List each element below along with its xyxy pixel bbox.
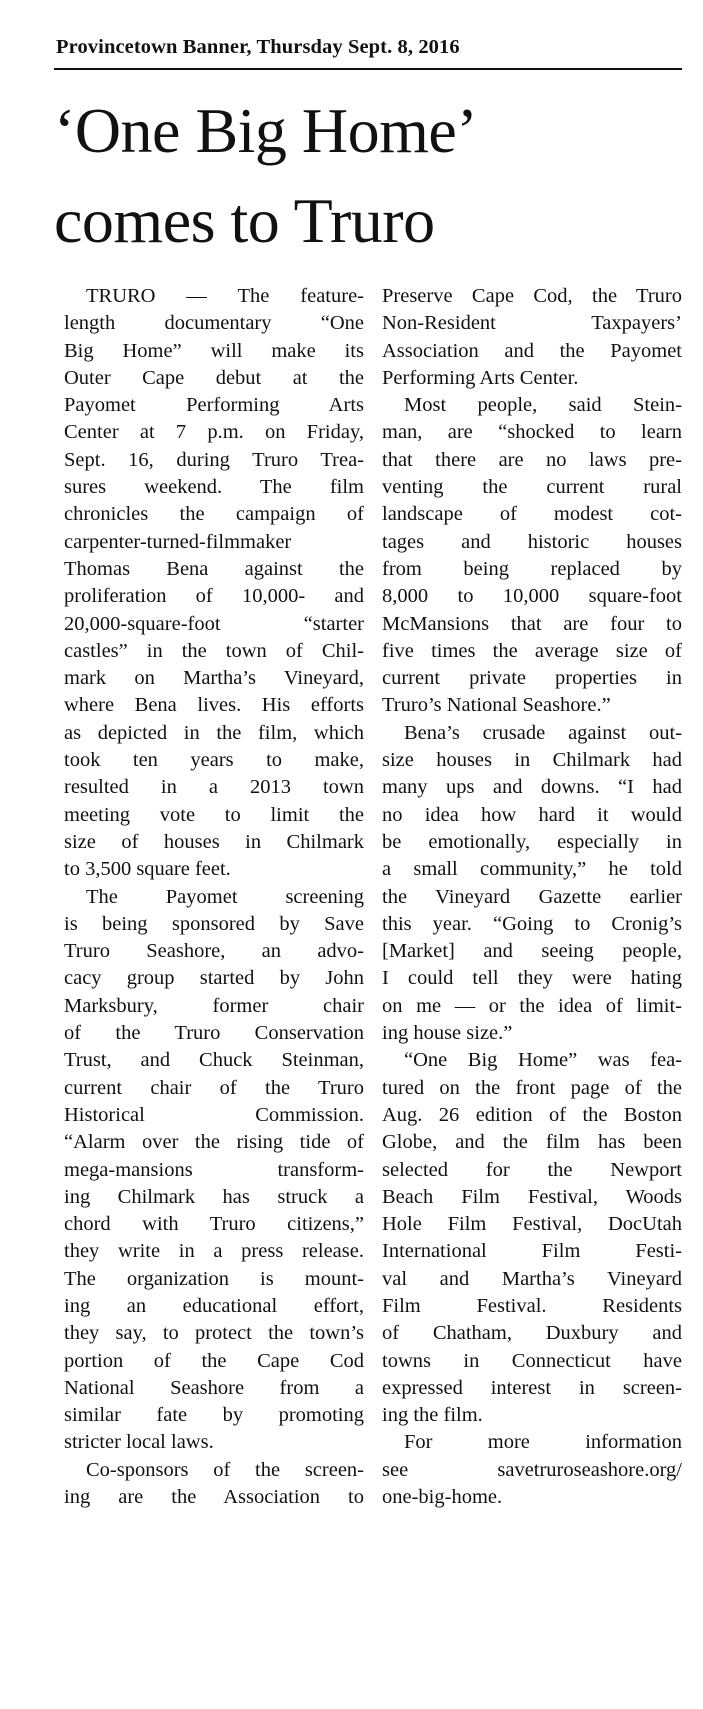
text-line: McMansions that are four to (382, 612, 682, 635)
text-line: see savetruroseashore.org/ (382, 1458, 682, 1481)
text-line: ing Chilmark has struck a (64, 1185, 364, 1208)
text-line: five times the average size of (382, 639, 682, 662)
text-line: Truro’s National Seashore.” (382, 694, 611, 717)
text-line: Beach Film Festival, Woods (382, 1185, 682, 1208)
header-rule (54, 68, 682, 70)
article-column-left (64, 283, 364, 1511)
text-line: similar fate by promoting (64, 1404, 364, 1427)
text-line: size houses in Chilmark had (382, 749, 682, 772)
text-line: Historical Commission. (64, 1103, 364, 1126)
text-line: Big Home” will make its (64, 339, 364, 362)
text-line: of the Truro Conservation (64, 1022, 364, 1045)
text-line: Non-Resident Taxpayers’ (382, 312, 682, 335)
text-line: proliferation of 10,000- and (64, 585, 364, 608)
text-line: on me — or the idea of limit- (382, 994, 682, 1017)
text-line: castles” in the town of Chil- (64, 639, 364, 662)
text-line: mark on Martha’s Vineyard, (64, 667, 364, 690)
text-line: [Market] and seeing people, (382, 940, 682, 963)
headline (54, 86, 694, 266)
text-line: this year. “Going to Cronig’s (382, 912, 682, 935)
text-line: ing house size.” (382, 1022, 513, 1045)
text-line: tages and historic houses (382, 530, 682, 553)
text-line: chord with Truro citizens,” (64, 1213, 364, 1236)
paragraph-start-line: The Payomet screening (86, 885, 364, 908)
paragraph-start-line: TRURO — The feature- (86, 285, 364, 307)
text-line: meeting vote to limit the (64, 803, 364, 826)
text-line: one-big-home. (382, 1486, 503, 1509)
headline-line: comes to Truro (54, 185, 435, 256)
text-line: ing the film. (382, 1404, 483, 1427)
text-line: Truro Seashore, an advo- (64, 940, 364, 963)
text-line: they say, to protect the town’s (64, 1322, 364, 1345)
text-line: Aug. 26 edition of the Boston (382, 1103, 682, 1126)
text-line: National Seashore from a (64, 1376, 364, 1399)
text-line: of Chatham, Duxbury and (382, 1322, 682, 1345)
text-line: a small community,” he told (382, 858, 682, 881)
headline-line: ‘One Big Home’ (54, 95, 478, 166)
text-line: where Bena lives. His efforts (64, 694, 364, 717)
text-line: carpenter-turned-filmmaker (64, 530, 292, 553)
text-line: man, are “shocked to learn (382, 421, 682, 444)
text-line: is being sponsored by Save (64, 912, 364, 935)
text-line: as depicted in the film, which (64, 721, 364, 744)
text-line: many ups and downs. “I had (382, 776, 682, 799)
text-line: size of houses in Chilmark (64, 830, 364, 853)
text-line: landscape of modest cot- (382, 503, 682, 526)
dateline: Provincetown Banner, Thursday Sept. 8, 2016 (56, 36, 460, 58)
text-line: they write in a press release. (64, 1240, 364, 1263)
paragraph-start-line: For more information (404, 1431, 682, 1454)
text-line: length documentary “One (64, 312, 364, 335)
text-line: Association and the Payomet (382, 339, 682, 362)
text-line: chronicles the campaign of (64, 503, 364, 526)
text-line: Sept. 16, during Truro Trea- (64, 448, 364, 471)
text-line: Film Festival. Residents (382, 1294, 682, 1317)
text-line: Performing Arts Center. (382, 366, 579, 389)
text-line: stricter local laws. (64, 1431, 214, 1454)
text-line: Payomet Performing Arts (64, 394, 364, 417)
text-line: ing are the Association to (64, 1486, 364, 1509)
text-line: Thomas Bena against the (64, 557, 364, 580)
text-line: Outer Cape debut at the (64, 366, 364, 389)
paragraph-start-line: “One Big Home” was fea- (404, 1049, 682, 1072)
article-column-right (382, 283, 682, 1511)
text-line: portion of the Cape Cod (64, 1349, 364, 1372)
text-line: sures weekend. The film (64, 476, 364, 499)
text-line: mega-mansions transform- (64, 1158, 364, 1181)
text-line: Center at 7 p.m. on Friday, (64, 421, 364, 444)
text-line: Preserve Cape Cod, the Truro (382, 285, 682, 307)
text-line: Trust, and Chuck Steinman, (64, 1049, 364, 1072)
paragraph-start-line: Bena’s crusade against out- (404, 721, 682, 744)
text-line: resulted in a 2013 town (64, 776, 364, 799)
text-line: val and Martha’s Vineyard (382, 1267, 682, 1290)
text-line: current private properties in (382, 667, 682, 690)
text-line: be emotionally, especially in (382, 830, 682, 853)
text-line: Marksbury, former chair (64, 994, 364, 1017)
text-line: selected for the Newport (382, 1158, 682, 1181)
text-line: International Film Festi- (382, 1240, 682, 1263)
text-line: Globe, and the film has been (382, 1131, 682, 1154)
text-line: from being replaced by (382, 557, 682, 580)
text-line: to 3,500 square feet. (64, 858, 231, 881)
text-line: current chair of the Truro (64, 1076, 364, 1099)
text-line: no idea how hard it would (382, 803, 682, 826)
text-line: I could tell they were hating (382, 967, 682, 990)
text-line: 8,000 to 10,000 square-foot (382, 585, 682, 608)
text-line: Hole Film Festival, DocUtah (382, 1213, 682, 1236)
text-line: “Alarm over the rising tide of (64, 1131, 364, 1154)
text-line: that there are no laws pre- (382, 448, 682, 471)
text-line: tured on the front page of the (382, 1076, 682, 1099)
text-line: venting the current rural (382, 476, 682, 499)
text-line: The organization is mount- (64, 1267, 364, 1290)
text-line: 20,000-square-foot “starter (64, 612, 364, 635)
text-line: took ten years to make, (64, 749, 364, 772)
text-line: the Vineyard Gazette earlier (382, 885, 682, 908)
paragraph-start-line: Co-sponsors of the screen- (86, 1458, 364, 1481)
text-line: expressed interest in screen- (382, 1376, 682, 1399)
paragraph-start-line: Most people, said Stein- (404, 394, 682, 417)
text-line: towns in Connecticut have (382, 1349, 682, 1372)
text-line: ing an educational effort, (64, 1294, 364, 1317)
text-line: cacy group started by John (64, 967, 364, 990)
